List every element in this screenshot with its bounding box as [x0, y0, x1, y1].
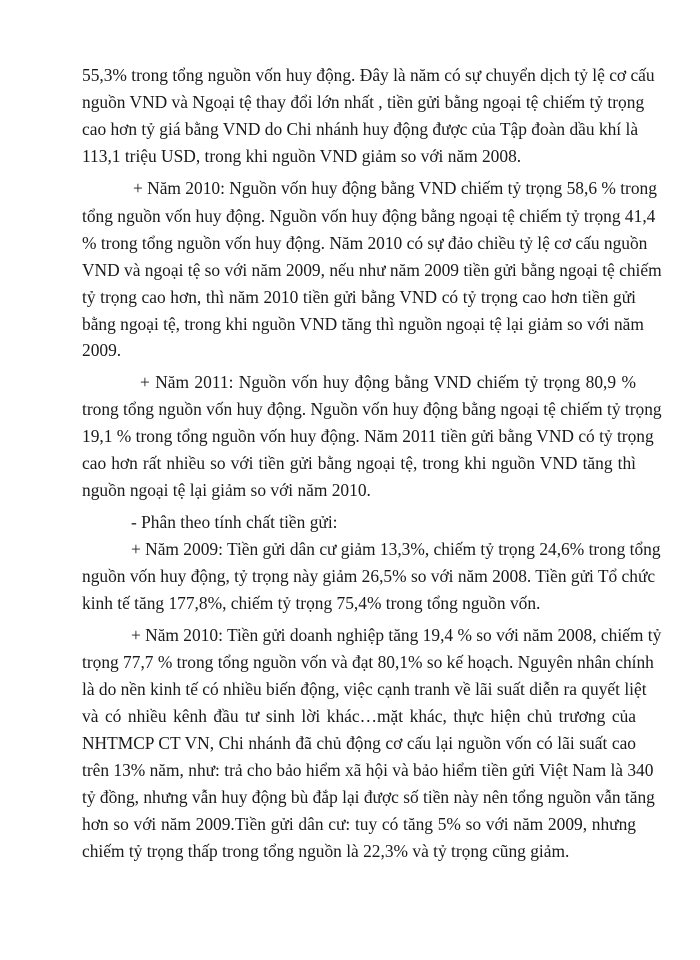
text-line: trong tổng nguồn vốn huy động. Nguồn vốn huy động bằng ngoại tệ chiếm tỷ trọng	[82, 399, 662, 419]
text-line: bằng ngoại tệ, trong khi nguồn VND tăng thì nguồn ngoại tệ lại giảm so với năm	[82, 314, 644, 334]
text-line: trên 13% năm, như: trả cho bảo hiểm xã hội và bảo hiểm tiền gửi Việt Nam là 340	[82, 760, 654, 780]
text-line: 113,1 triệu USD, trong khi nguồn VND giảm so với năm 2008.	[82, 146, 522, 166]
text-line: cao hơn rất nhiều so với tiền gửi bằng ngoại tệ, trong khi nguồn VND tăng thì	[82, 453, 636, 473]
text-line: 55,3% trong tổng nguồn vốn huy động. Đây là năm có sự chuyển dịch tỷ lệ cơ cấu	[82, 65, 655, 85]
text-line: nguồn VND và Ngoại tệ thay đổi lớn nhất , tiền gửi bằng ngoại tệ chiếm tỷ trọng	[82, 92, 645, 112]
text-line: tỷ đồng, nhưng vẫn huy động bù đắp lại được số tiền này nên tổng nguồn vẫn tăng	[82, 787, 655, 807]
text-line: tổng nguồn vốn huy động. Nguồn vốn huy động bằng ngoại tệ chiếm tỷ trọng 41,4	[82, 206, 656, 226]
text-line: + Năm 2009: Tiền gửi dân cư giảm 13,3%, chiếm tỷ trọng 24,6% trong tổng	[131, 539, 661, 559]
text-line: là do nền kinh tế có nhiều biến động, việc cạnh tranh về lãi suất diễn ra quyết liệt	[82, 679, 647, 699]
text-line: kinh tế tăng 177,8%, chiếm tỷ trọng 75,4% trong tổng nguồn vốn.	[82, 593, 541, 613]
text-line: trọng 77,7 % trong tổng nguồn vốn và đạt 80,1% so kế hoạch. Nguyên nhân chính	[82, 652, 654, 672]
text-line: + Năm 2011: Nguồn vốn huy động bằng VND chiếm tỷ trọng 80,9 %	[140, 372, 636, 392]
text-line: nguồn ngoại tệ lại giảm so với năm 2010.	[82, 480, 371, 500]
text-line: hơn so với năm 2009.Tiền gửi dân cư: tuy có tăng 5% so với năm 2009, nhưng	[82, 814, 636, 834]
text-line: và có nhiều kênh đầu tư sinh lời khác…mặt khác, thực hiện chủ trương của	[82, 706, 636, 726]
text-line: chiếm tỷ trọng thấp trong tổng nguồn là 22,3% và tỷ trọng cũng giảm.	[82, 841, 570, 861]
text-line: NHTMCP CT VN, Chi nhánh đã chủ động cơ cấu lại nguồn vốn có lãi suất cao	[82, 733, 636, 753]
text-line: 2009.	[82, 340, 122, 360]
text-line: nguồn vốn huy động, tỷ trọng này giảm 26,5% so với năm 2008. Tiền gửi Tổ chức	[82, 566, 656, 586]
text-line: cao hơn tỷ giá bằng VND do Chi nhánh huy động được của Tập đoàn dầu khí là	[82, 119, 639, 139]
text-line: VND và ngoại tệ so với năm 2009, nếu như năm 2009 tiền gửi bằng ngoại tệ chiếm	[82, 260, 662, 280]
text-line: tỷ trọng cao hơn, thì năm 2010 tiền gửi bằng VND có tỷ trọng cao hơn tiền gửi	[82, 287, 636, 307]
text-line: % trong tổng nguồn vốn huy động. Năm 2010 có sự đảo chiều tỷ lệ cơ cấu nguồn	[82, 233, 648, 253]
text-line: + Năm 2010: Tiền gửi doanh nghiệp tăng 19,4 % so với năm 2008, chiếm tỷ	[131, 625, 662, 645]
section-heading: - Phân theo tính chất tiền gửi:	[131, 512, 338, 532]
text-line: 19,1 % trong tổng nguồn vốn huy động. Năm 2011 tiền gửi bằng VND có tỷ trọng	[82, 426, 654, 446]
text-line: + Năm 2010: Nguồn vốn huy động bằng VND chiếm tỷ trọng 58,6 % trong	[133, 178, 657, 198]
